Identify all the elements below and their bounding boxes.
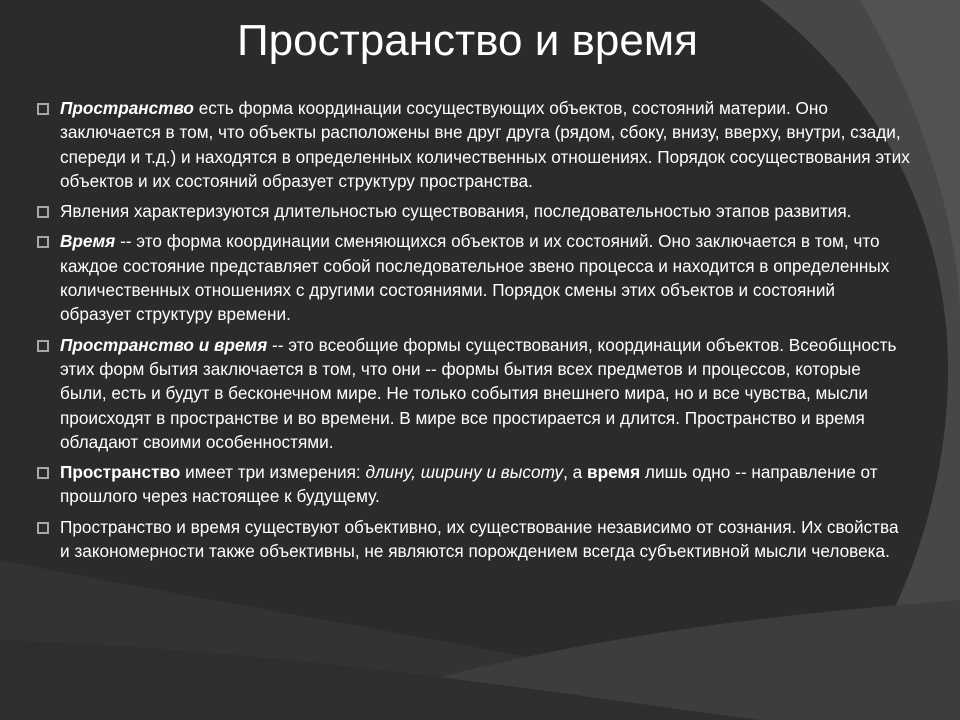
paragraph-text: -- это форма координации сменяющихся объектов и их состояний. Оно заключается в том, что каждое состояние представляет собой последовательное звено процесса и находится в определенных количественных отношениях с другими состояниями. Порядок смены этих объектов и состояний образует структуру времени. [60,231,890,325]
paragraph-text: лишь одно -- направление от прошлого через настоящее к будущему. [60,462,878,507]
paragraph-space-and-time [0,333,910,454]
slide-title: Пространство и время [237,16,698,65]
hollow-square-bullet-icon [36,466,50,480]
hollow-square-bullet-icon [36,339,50,353]
paragraph-time-definition [0,229,910,326]
paragraph-objectivity [0,515,910,564]
dimensions-italic: длину, ширину и высоту [365,462,564,483]
paragraph-dimensions [0,460,910,509]
term-space: Пространство [60,98,194,118]
paragraph-text: , а [563,462,587,483]
hollow-square-bullet-icon [36,521,50,535]
paragraph-space-definition [0,96,910,193]
paragraph-phenomena [0,199,910,223]
hollow-square-bullet-icon [36,235,50,249]
hollow-square-bullet-icon [36,205,50,219]
slide-body [0,96,960,569]
paragraph-text: -- это всеобщие формы существования, координации объектов. Всеобщность этих форм бытия заключается в том, что они -- формы бытия всех предметов и процессов, которые были, есть и будут в бесконечном мире. Не только события внешнего мира, но и все чувства, мысли происходят в пространстве и во времени. В мире все простирается и длится. Пространство и время обладают своими особенностями. [60,334,897,452]
hollow-square-bullet-icon [36,102,50,116]
term-time: Время [60,231,116,252]
paragraph-text: Явления характеризуются длительностью существования, последовательностью этапов развития. [60,201,852,222]
term-space-bold: Пространство [60,462,181,483]
paragraph-text: есть форма координации сосуществующих объектов, состояний материи. Оно заключается в том, что объекты расположены вне друг друга (рядом, сбоку, внизу, вверху, внутри, сзади, спереди и т.д.) и находятся в определенных количественных отношениях. Порядок сосуществования этих объектов и их состояний образует структуру пространства. [60,98,910,191]
paragraph-text: имеет три измерения: [180,462,366,483]
paragraph-text: Пространство и время существуют объективно, их существование независимо от сознания. Их свойства и закономерности также объективны, не являются порождением всегда субъективной мысли человека. [60,516,899,562]
term-time-bold: время [587,462,641,483]
term-space-and-time: Пространство и время [60,334,268,355]
